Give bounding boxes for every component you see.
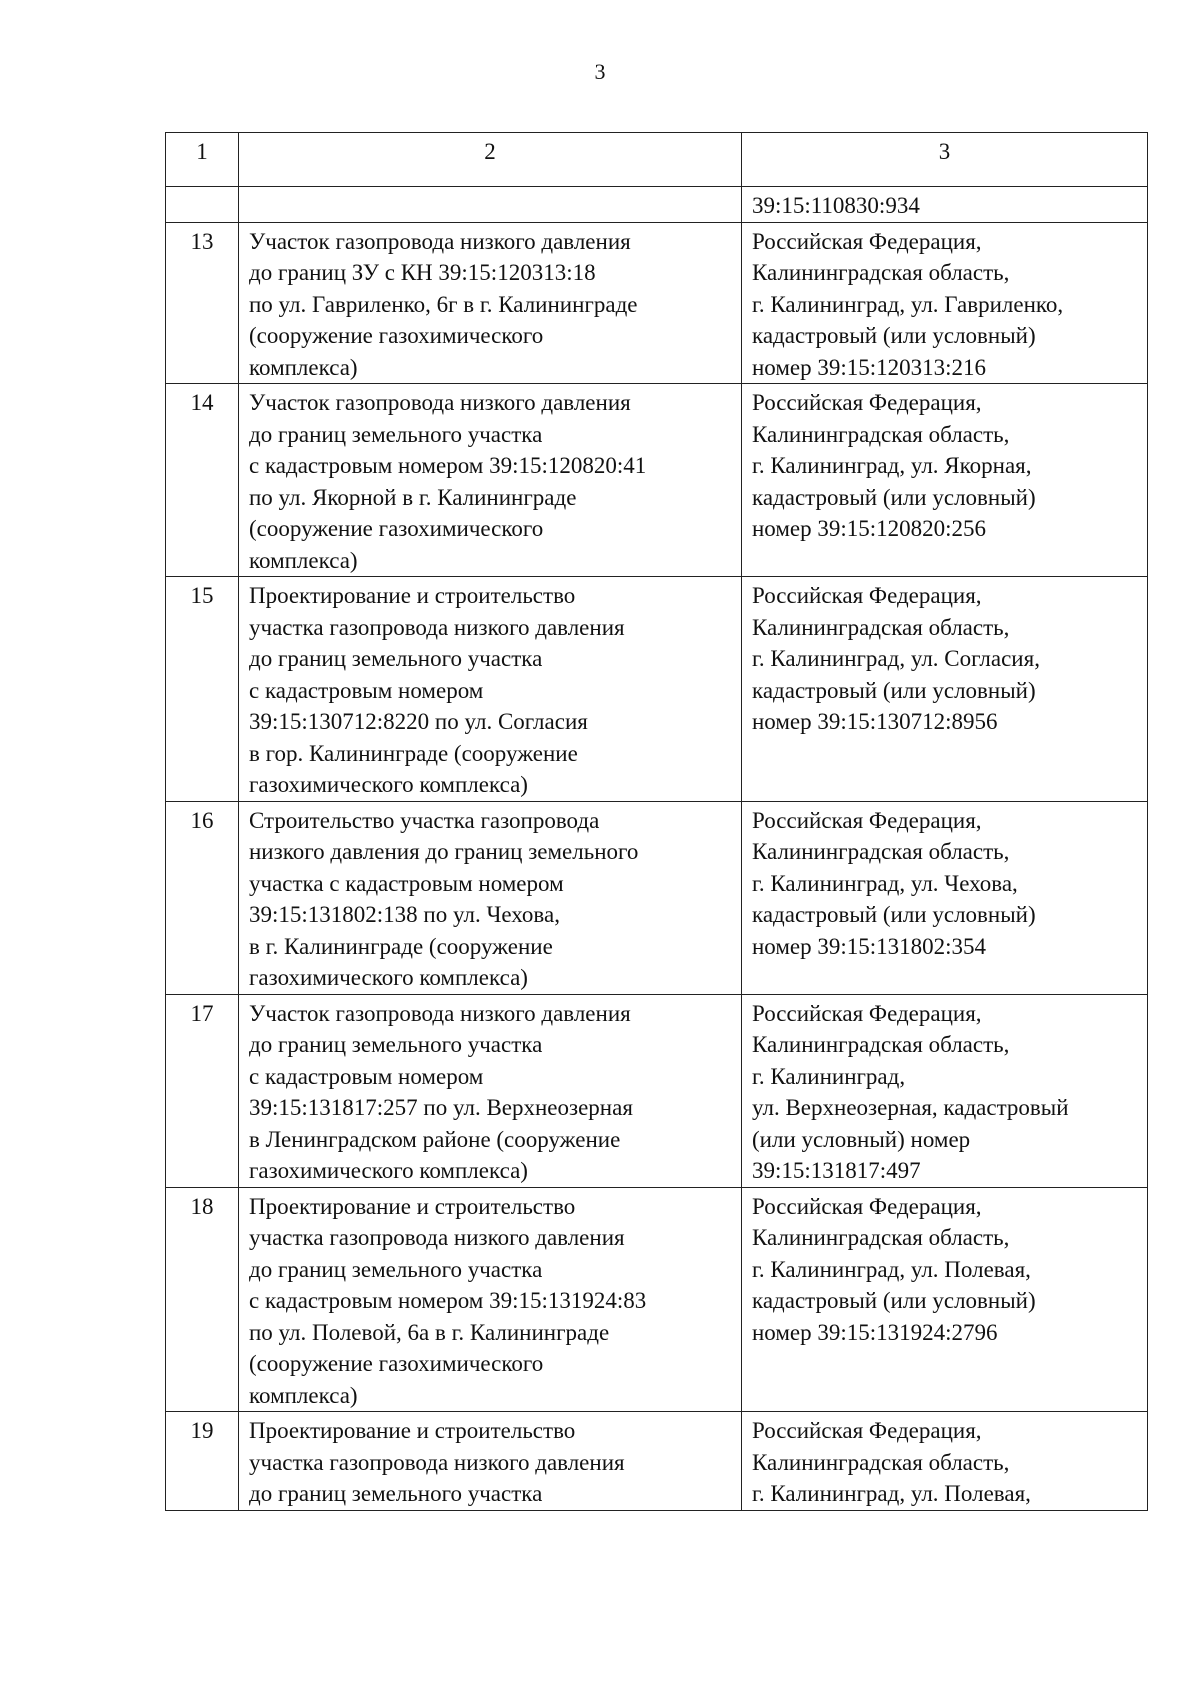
address-line: Калининградская область,: [752, 1225, 1010, 1250]
row-number: 14: [166, 384, 239, 577]
address-line: Калининградская область,: [752, 1032, 1010, 1057]
header-col-2: 2: [239, 133, 742, 187]
description-line: в г. Калининграде (сооружение: [249, 933, 553, 959]
table-row: [166, 1187, 1148, 1412]
row-number: 18: [166, 1187, 239, 1412]
description-line: комплекса): [249, 354, 358, 380]
object-address: [742, 577, 1148, 802]
object-description: [239, 577, 742, 802]
description-line: участка газопровода низкого давления: [249, 1225, 625, 1250]
address-line: номер 39:15:120820:256: [752, 516, 987, 541]
description-line: до границ земельного участка: [249, 421, 543, 447]
object-description: [239, 1412, 742, 1511]
address-line: номер 39:15:120313:216: [752, 354, 987, 380]
description-line: с кадастровым номером 39:15:120820:41: [249, 453, 647, 478]
description-line: Проектирование и строительство: [249, 583, 576, 608]
objects-table: [165, 132, 1148, 1511]
table-row: [166, 1412, 1148, 1511]
description-line: низкого давления до границ земельного: [249, 839, 639, 864]
description-line: участка газопровода низкого давления: [249, 614, 625, 640]
address-line: Калининградская область,: [752, 421, 1010, 447]
address-line: кадастровый (или условный): [752, 323, 1036, 348]
header-row: [166, 133, 1148, 187]
description-line: 39:15:130712:8220 по ул. Согласия: [249, 709, 588, 734]
address-line: г. Калининград,: [752, 1063, 906, 1089]
address-line: Калининградская область,: [752, 1449, 1010, 1475]
row-number: 19: [166, 1412, 239, 1511]
description-line: газохимического комплекса): [249, 772, 528, 797]
description-line: по ул. Якорной в г. Калининграде: [249, 484, 577, 510]
object-address: [742, 187, 1148, 223]
address-line: Российская Федерация,: [752, 390, 982, 415]
header-col-3: 3: [742, 133, 1148, 187]
address-line: кадастровый (или условный): [752, 677, 1036, 703]
description-line: участка газопровода низкого давления: [249, 1449, 625, 1475]
address-line: г. Калининград, ул. Якорная,: [752, 453, 1032, 478]
address-line: г. Калининград, ул. Полевая,: [752, 1256, 1031, 1282]
description-line: по ул. Гавриленко, 6г в г. Калининграде: [249, 291, 638, 317]
address-line: Калининградская область,: [752, 260, 1010, 285]
object-address: [742, 222, 1148, 384]
description-line: с кадастровым номером: [249, 677, 484, 703]
row-number: 15: [166, 577, 239, 802]
description-line: Проектирование и строительство: [249, 1418, 576, 1443]
description-line: комплекса): [249, 547, 358, 573]
description-line: Участок газопровода низкого давления: [249, 390, 631, 415]
description-line: до границ земельного участка: [249, 646, 543, 671]
description-line: (сооружение газохимического: [249, 516, 544, 541]
description-line: Участок газопровода низкого давления: [249, 1000, 631, 1026]
object-description: [239, 187, 742, 223]
address-line: г. Калининград, ул. Гавриленко,: [752, 291, 1064, 317]
address-line: г. Калининград, ул. Полевая,: [752, 1481, 1031, 1506]
address-line: Калининградская область,: [752, 614, 1010, 640]
description-line: 39:15:131802:138 по ул. Чехова,: [249, 902, 560, 927]
object-description: [239, 384, 742, 577]
address-line: кадастровый (или условный): [752, 1288, 1036, 1313]
description-line: до границ земельного участка: [249, 1032, 543, 1057]
description-line: до границ ЗУ с КН 39:15:120313:18: [249, 260, 596, 285]
description-line: с кадастровым номером 39:15:131924:83: [249, 1288, 647, 1313]
address-line: номер 39:15:131924:2796: [752, 1319, 998, 1345]
description-line: участка с кадастровым номером: [249, 870, 564, 896]
object-address: [742, 801, 1148, 994]
address-line: ул. Верхнеозерная, кадастровый: [752, 1095, 1069, 1120]
description-line: в гор. Калининграде (сооружение: [249, 740, 578, 766]
address-line: г. Калининград, ул. Согласия,: [752, 646, 1040, 671]
row-number: 16: [166, 801, 239, 994]
object-description: [239, 222, 742, 384]
header-col-1: 1: [166, 133, 239, 187]
description-line: Участок газопровода низкого давления: [249, 228, 631, 254]
address-line: 39:15:110830:934: [752, 193, 920, 218]
description-line: до границ земельного участка: [249, 1256, 543, 1282]
address-line: кадастровый (или условный): [752, 902, 1036, 927]
object-address: [742, 1187, 1148, 1412]
table-row: [166, 187, 1148, 223]
table-row: [166, 222, 1148, 384]
table-row: [166, 577, 1148, 802]
description-line: до границ земельного участка: [249, 1481, 543, 1506]
address-line: Российская Федерация,: [752, 228, 982, 254]
table-body: [166, 187, 1148, 1511]
description-line: Проектирование и строительство: [249, 1193, 576, 1219]
description-line: газохимического комплекса): [249, 1158, 528, 1183]
address-line: Российская Федерация,: [752, 1193, 982, 1219]
object-address: [742, 994, 1148, 1187]
address-line: (или условный) номер: [752, 1126, 971, 1152]
object-address: [742, 384, 1148, 577]
description-line: 39:15:131817:257 по ул. Верхнеозерная: [249, 1095, 633, 1120]
address-line: Российская Федерация,: [752, 583, 982, 608]
object-description: [239, 801, 742, 994]
row-number: [166, 187, 239, 223]
description-line: комплекса): [249, 1382, 358, 1408]
address-line: номер 39:15:131802:354: [752, 933, 987, 959]
address-line: 39:15:131817:497: [752, 1158, 921, 1183]
description-line: (сооружение газохимического: [249, 323, 544, 348]
address-line: Российская Федерация,: [752, 807, 982, 833]
description-line: в Ленинградском районе (сооружение: [249, 1126, 621, 1152]
address-line: Российская Федерация,: [752, 1418, 982, 1443]
description-line: газохимического комплекса): [249, 965, 528, 990]
object-description: [239, 994, 742, 1187]
row-number: 13: [166, 222, 239, 384]
description-line: (сооружение газохимического: [249, 1351, 544, 1376]
address-line: кадастровый (или условный): [752, 484, 1036, 510]
address-line: Российская Федерация,: [752, 1000, 982, 1026]
description-line: с кадастровым номером: [249, 1063, 484, 1089]
table-header: [166, 133, 1148, 187]
address-line: Калининградская область,: [752, 839, 1010, 864]
object-address: [742, 1412, 1148, 1511]
row-number: 17: [166, 994, 239, 1187]
address-line: номер 39:15:130712:8956: [752, 709, 998, 734]
description-line: Строительство участка газопровода: [249, 807, 600, 833]
table-row: [166, 801, 1148, 994]
object-description: [239, 1187, 742, 1412]
description-line: по ул. Полевой, 6а в г. Калининграде: [249, 1319, 610, 1345]
address-line: г. Калининград, ул. Чехова,: [752, 870, 1018, 896]
table-row: [166, 384, 1148, 577]
table-row: [166, 994, 1148, 1187]
page-number: 3: [594, 59, 606, 84]
